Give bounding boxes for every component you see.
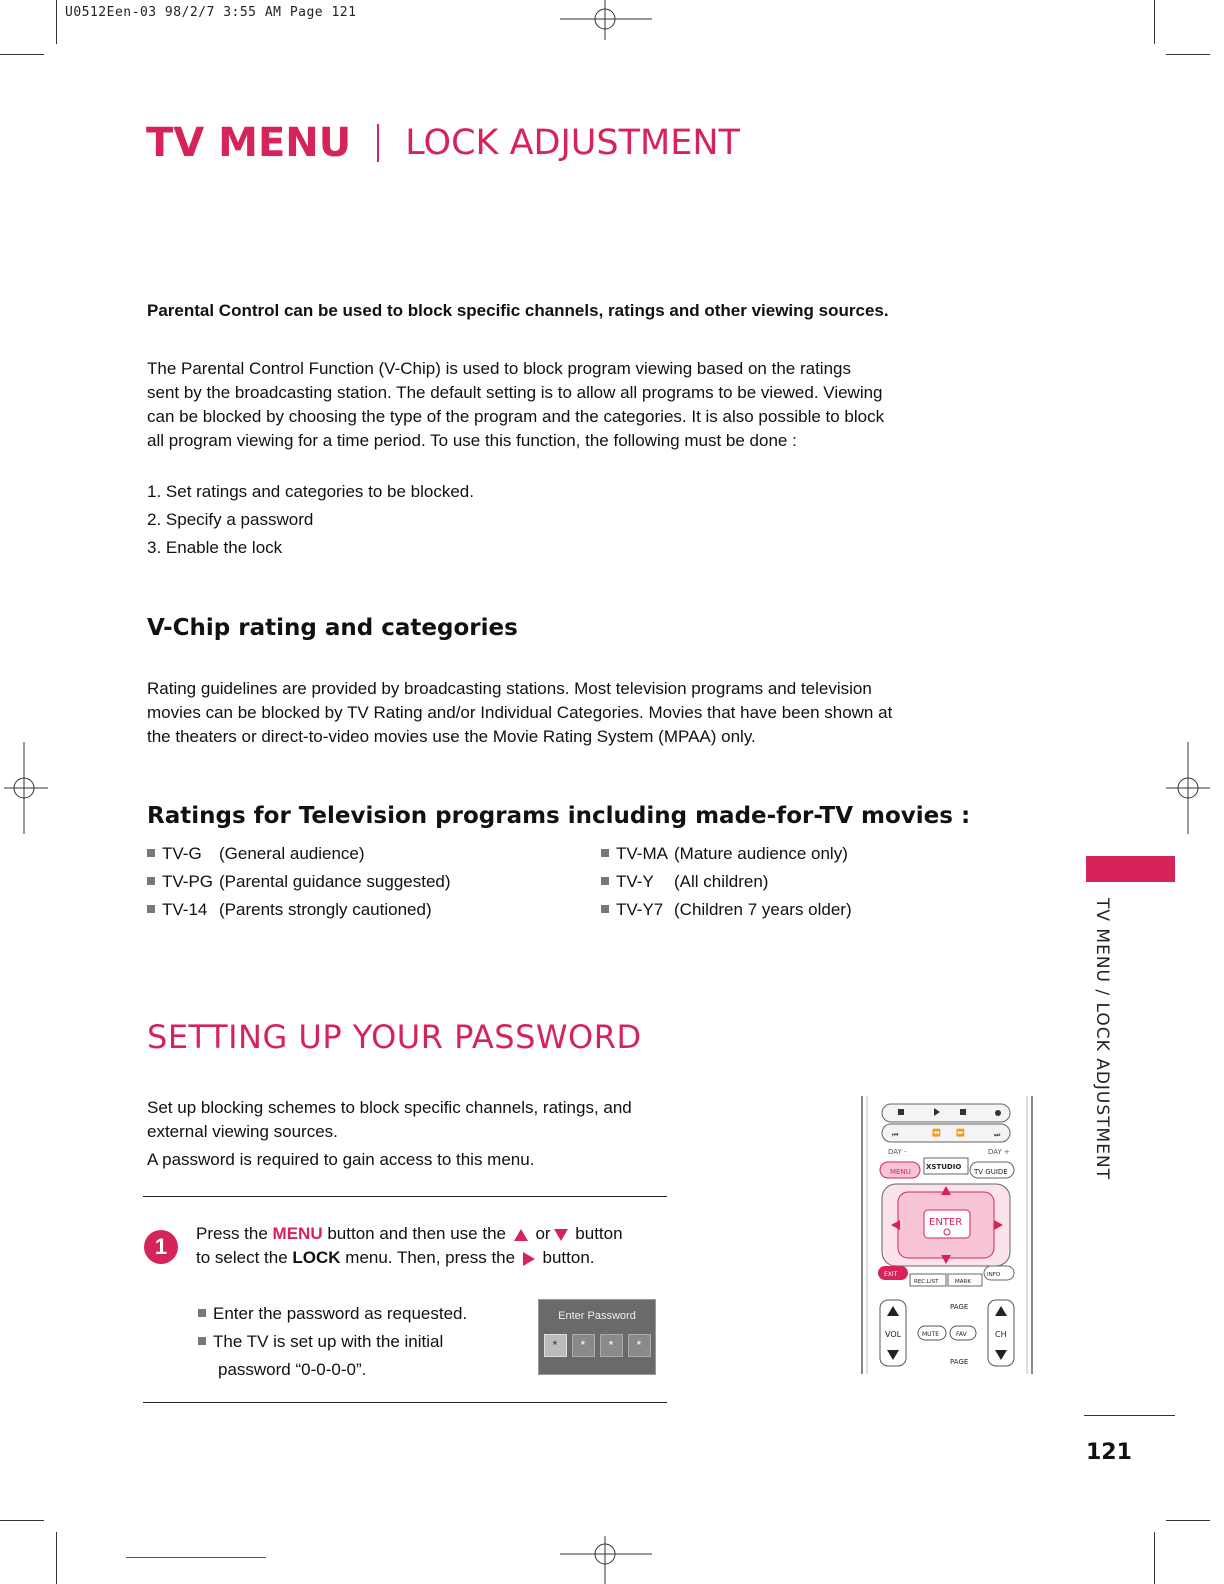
print-slug: U0512Een-03 98/2/7 3:55 AM Page 121 — [65, 5, 357, 20]
svg-text:MENU: MENU — [890, 1168, 911, 1176]
svg-text:⏮: ⏮ — [892, 1132, 899, 1139]
section-rule — [143, 1196, 667, 1197]
svg-text:REC.LIST: REC.LIST — [914, 1279, 939, 1285]
rating-item: TV-Y (All children) — [601, 868, 901, 896]
svg-text:⏪: ⏪ — [932, 1130, 941, 1137]
registration-mark-bottom — [560, 1536, 652, 1584]
svg-text:PAGE: PAGE — [950, 1358, 969, 1366]
password-bullets — [198, 1302, 518, 1386]
ratings-heading: Ratings for Television programs including made-for-TV movies : — [147, 803, 971, 829]
osd-digit-field[interactable]: * — [628, 1334, 651, 1357]
rating-item: TV-Y7 (Children 7 years older) — [601, 896, 901, 924]
day-minus-label: DAY - — [888, 1148, 907, 1156]
section-rule — [143, 1402, 667, 1403]
svg-text:PAGE: PAGE — [950, 1303, 969, 1311]
footer-link-line — [126, 1557, 266, 1558]
svg-text:⏩: ⏩ — [956, 1130, 965, 1137]
vchip-heading: V-Chip rating and categories — [147, 615, 518, 641]
svg-text:XSTUDIO: XSTUDIO — [926, 1163, 962, 1171]
svg-text:FAV: FAV — [956, 1331, 967, 1338]
title-divider — [377, 124, 379, 162]
page-number: 121 — [1086, 1440, 1132, 1465]
ratings-right-list — [601, 840, 901, 924]
bullet-item-continued: password “0-0-0-0”. — [218, 1360, 367, 1379]
vchip-body: Rating guidelines are provided by broadcasting stations. Most television programs and television movies can be blocked by TV Rating and/or Individual Categories. Movies that have been shown at the theaters or direct-to-video movies use the Movie Rating System (MPAA) only. — [147, 679, 893, 746]
up-arrow-icon — [514, 1229, 528, 1241]
svg-text:MARK: MARK — [955, 1279, 971, 1285]
crop-mark — [56, 1532, 57, 1584]
lock-menu-label: LOCK — [292, 1248, 341, 1267]
step-instruction: Press the MENU button and then use the or button to select the LOCK menu. Then, press the button. — [196, 1224, 623, 1267]
step-item: 2. Specify a password — [147, 510, 314, 529]
step-item: 3. Enable the lock — [147, 538, 283, 557]
osd-digit-field[interactable]: * — [572, 1334, 595, 1357]
password-intro: Set up blocking schemes to block specific channels, ratings, and external viewing sources. — [147, 1098, 632, 1141]
side-tab-marker — [1086, 856, 1175, 882]
crop-mark — [1166, 1520, 1210, 1521]
page-title — [146, 120, 740, 166]
svg-text:MUTE: MUTE — [922, 1331, 940, 1338]
enter-password-osd — [538, 1299, 656, 1375]
rating-item: TV-MA (Mature audience only) — [601, 840, 901, 868]
svg-text:⏭: ⏭ — [994, 1132, 1001, 1139]
password-heading: SETTING UP YOUR PASSWORD — [147, 1018, 642, 1056]
rating-item: TV-G (General audience) — [147, 840, 587, 868]
step-item: 1. Set ratings and categories to be blocked. — [147, 482, 474, 501]
svg-text:INFO: INFO — [987, 1272, 1001, 1278]
password-note: A password is required to gain access to this menu. — [147, 1150, 535, 1169]
down-arrow-icon — [554, 1229, 568, 1241]
osd-digit-row — [539, 1334, 655, 1357]
title-main: TV MENU — [146, 120, 352, 166]
crop-mark — [1154, 1532, 1155, 1584]
intro-lead: Parental Control can be used to block specific channels, ratings and other viewing sources. — [147, 301, 889, 320]
intro-body: The Parental Control Function (V-Chip) is used to block program viewing based on the ratings sent by the broadcasting station. The default setting is to allow all programs to be viewed. Viewing can be blocked by choosing the type of the program and the categories. It is also possible to block all program viewing for a time period. To use this function, the following must be done : — [147, 359, 885, 450]
step-number-badge: 1 — [144, 1230, 178, 1264]
title-sub: LOCK ADJUSTMENT — [405, 123, 740, 163]
rating-item: TV-14 (Parents strongly cautioned) — [147, 896, 587, 924]
rating-item: TV-PG (Parental guidance suggested) — [147, 868, 587, 896]
registration-mark-right — [1166, 742, 1210, 834]
osd-digit-field[interactable]: * — [600, 1334, 623, 1357]
crop-mark — [1154, 0, 1155, 44]
crop-mark — [0, 1520, 44, 1521]
osd-title: Enter Password — [558, 1310, 636, 1322]
registration-mark-left — [4, 742, 48, 834]
crop-mark — [1166, 54, 1210, 55]
bullet-item: Enter the password as requested. — [198, 1302, 518, 1330]
svg-text:CH: CH — [995, 1330, 1007, 1339]
svg-text:VOL: VOL — [885, 1330, 902, 1339]
side-tab-label: TV MENU / LOCK ADJUSTMENT — [1092, 898, 1112, 1181]
ratings-left-list — [147, 840, 587, 924]
right-arrow-icon — [523, 1252, 535, 1266]
crop-mark — [56, 0, 57, 44]
registration-mark-top — [560, 0, 652, 40]
bullet-item: The TV is set up with the initial — [198, 1330, 518, 1358]
menu-key-label: MENU — [272, 1224, 323, 1243]
osd-digit-field[interactable]: * — [544, 1334, 567, 1357]
remote-control-illustration — [858, 1094, 1036, 1378]
day-plus-label: DAY + — [988, 1148, 1010, 1156]
svg-text:EXIT: EXIT — [884, 1271, 898, 1278]
svg-text:ENTER: ENTER — [929, 1217, 963, 1228]
crop-mark — [0, 54, 44, 55]
intro-steps — [147, 480, 474, 564]
footer-rule — [1084, 1415, 1175, 1416]
svg-text:TV GUIDE: TV GUIDE — [974, 1168, 1008, 1176]
